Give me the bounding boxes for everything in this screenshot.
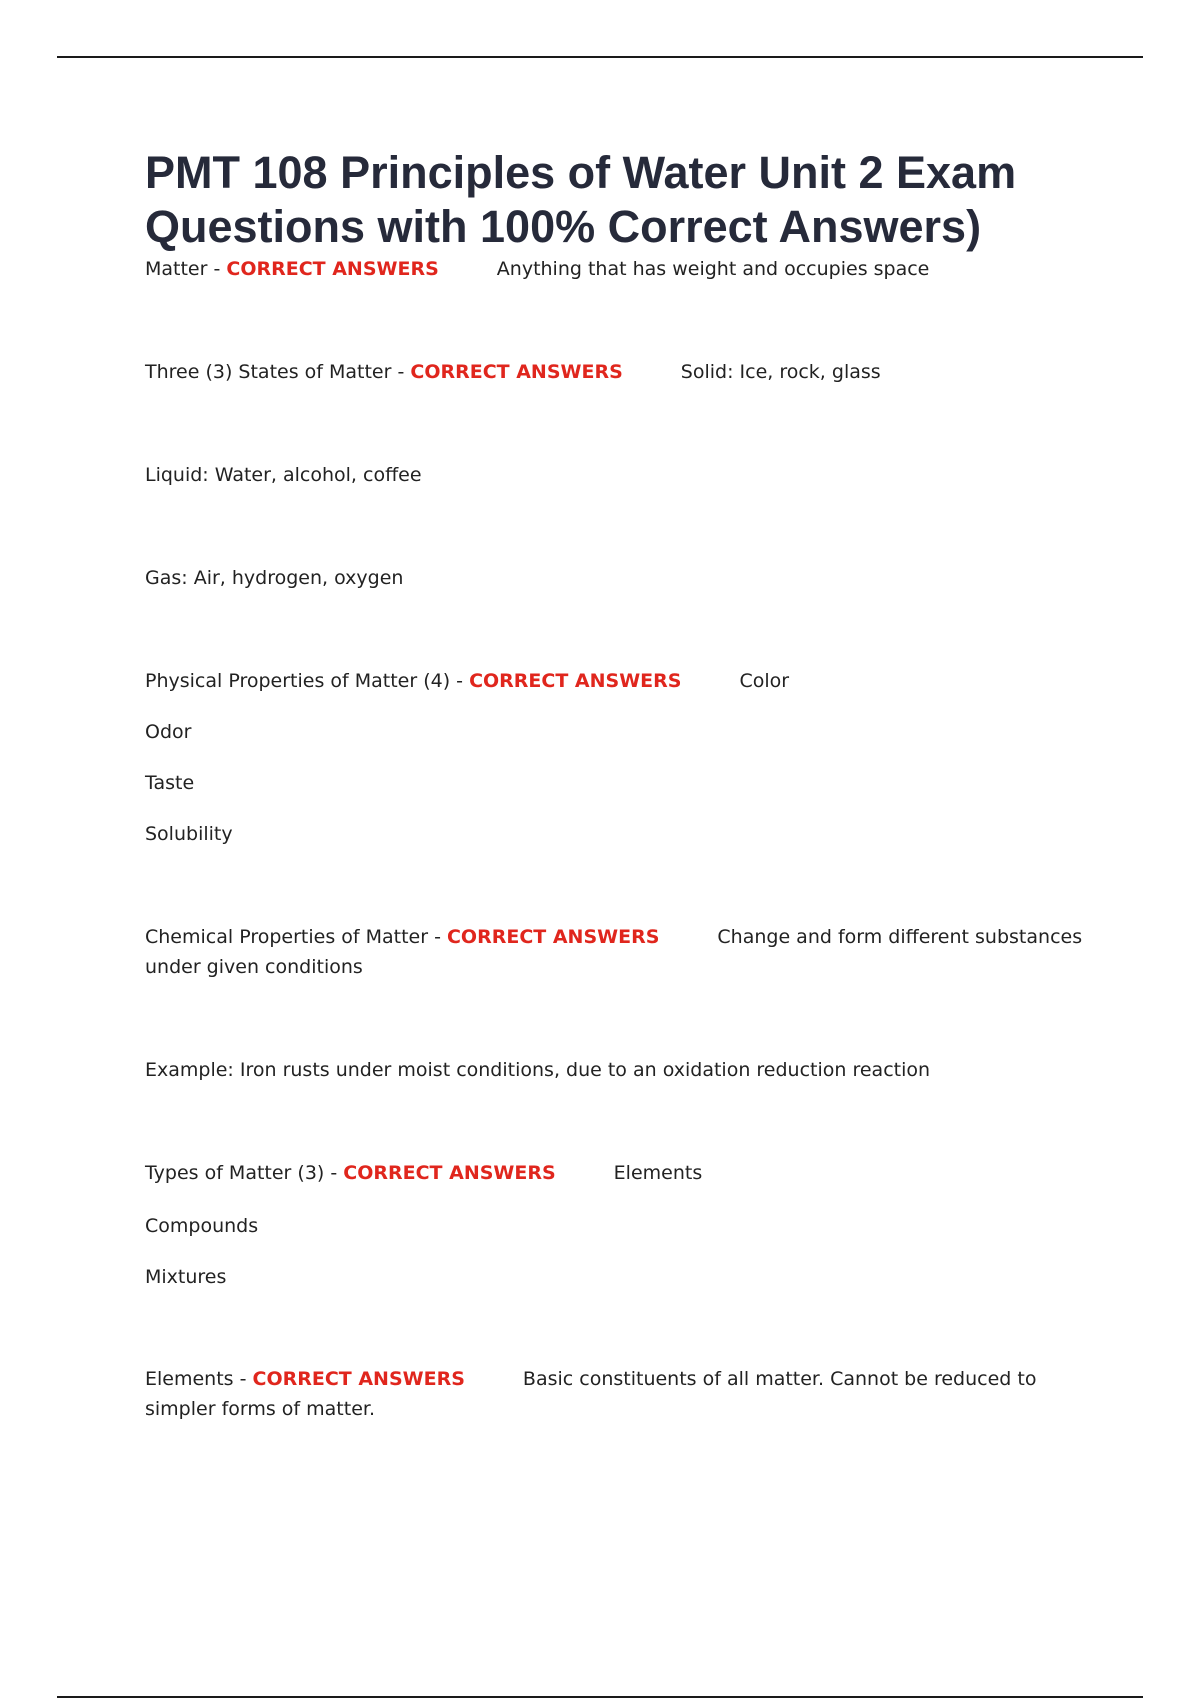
entry-term: Elements - [145, 1368, 253, 1390]
top-rule [57, 56, 1143, 58]
entry-answer: Color [739, 670, 790, 692]
entry-answer: Anything that has weight and occupies space [496, 258, 930, 280]
entry-term: Physical Properties of Matter (4) - [145, 670, 470, 692]
bottom-rule [57, 1696, 1143, 1698]
entry-chemical-properties [145, 922, 1090, 982]
correct-answers-tag: CORRECT ANSWERS [446, 926, 660, 948]
entry-answer: Basic constituents of all matter. Cannot be reduced to simpler forms of matter. [145, 1368, 1037, 1420]
entry-taste: Taste [145, 772, 195, 794]
entry-states-of-matter [145, 357, 881, 387]
entry-answer: Change and form different substances under given conditions [145, 926, 1083, 978]
entry-compounds: Compounds [145, 1215, 259, 1237]
entry-example: Example: Iron rusts under moist conditions, due to an oxidation reduction reaction [145, 1059, 931, 1081]
correct-answers-tag: CORRECT ANSWERS [252, 1368, 465, 1390]
correct-answers-tag: CORRECT ANSWERS [343, 1162, 556, 1184]
entry-odor: Odor [145, 721, 192, 743]
entry-answer: Elements [613, 1162, 703, 1184]
entry-answer: Solid: Ice, rock, glass [680, 361, 881, 383]
entry-term: Chemical Properties of Matter - [145, 926, 447, 948]
entry-mixtures: Mixtures [145, 1266, 227, 1288]
entry-term: Three (3) States of Matter - [145, 361, 411, 383]
entry-term: Matter - [145, 258, 227, 280]
entry-elements [145, 1364, 1090, 1424]
document-title: PMT 108 Principles of Water Unit 2 Exam Questions with 100% Correct Answers) [145, 147, 1017, 252]
correct-answers-tag: CORRECT ANSWERS [226, 258, 439, 280]
entry-physical-properties [145, 666, 789, 696]
correct-answers-tag: CORRECT ANSWERS [469, 670, 682, 692]
entry-types-of-matter [145, 1158, 702, 1188]
entry-solubility: Solubility [145, 823, 233, 845]
entry-gas: Gas: Air, hydrogen, oxygen [145, 567, 404, 589]
entry-liquid: Liquid: Water, alcohol, coffee [145, 464, 422, 486]
entry-matter [145, 254, 929, 284]
correct-answers-tag: CORRECT ANSWERS [410, 361, 623, 383]
entry-term: Types of Matter (3) - [145, 1162, 344, 1184]
